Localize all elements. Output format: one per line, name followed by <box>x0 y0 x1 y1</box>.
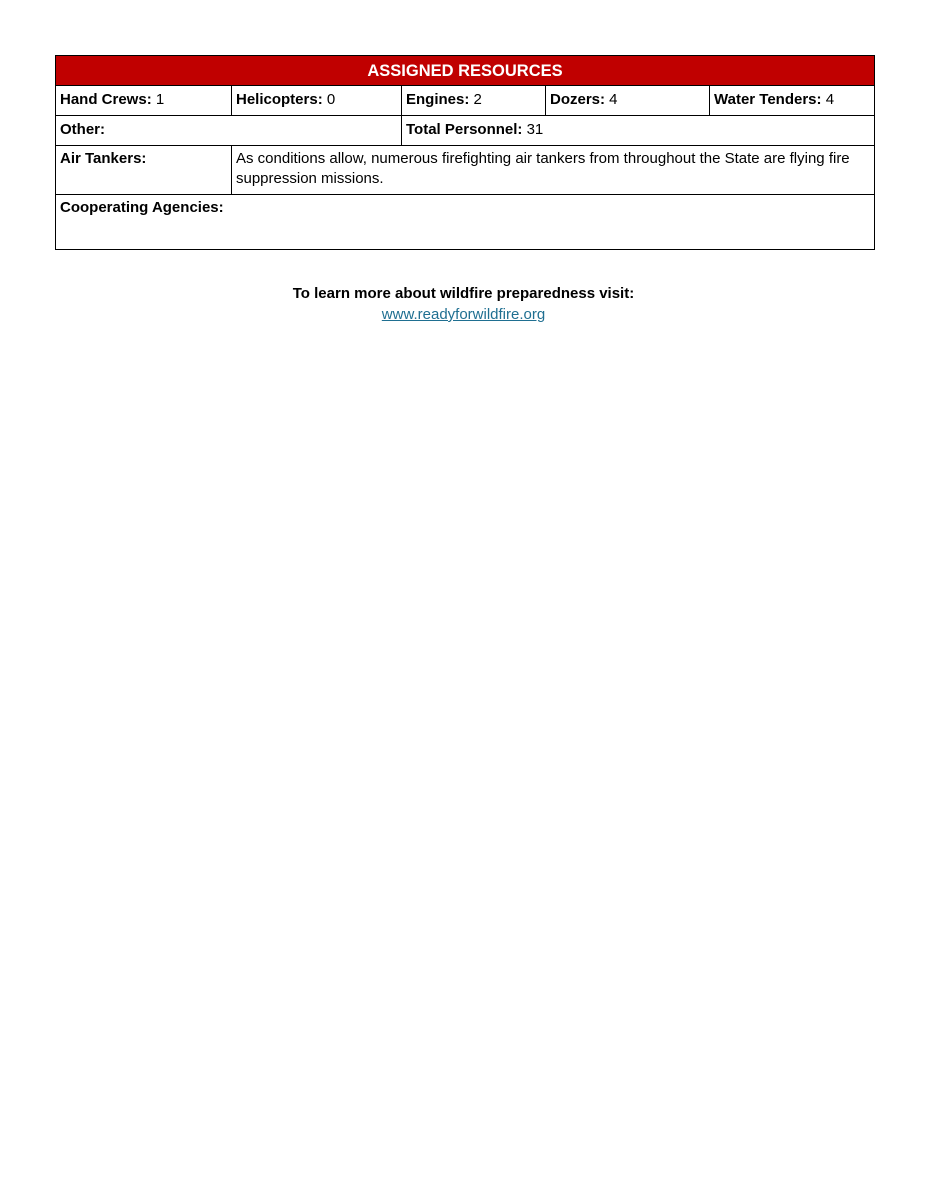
helicopters-label: Helicopters: <box>236 91 323 108</box>
water-tenders-label: Water Tenders: <box>714 91 822 108</box>
assigned-resources-table <box>55 55 875 250</box>
hand-crews-value: 1 <box>151 91 165 108</box>
cooperating-agencies-row <box>56 195 875 250</box>
air-tankers-label-cell <box>56 146 232 195</box>
hand-crews-cell <box>56 86 232 116</box>
helicopters-cell <box>232 86 402 116</box>
water-tenders-cell <box>710 86 875 116</box>
other-personnel-row <box>56 116 875 146</box>
table-header-row <box>56 56 875 86</box>
engines-label: Engines: <box>406 91 470 108</box>
total-personnel-cell <box>402 116 875 146</box>
total-personnel-label: Total Personnel: <box>406 121 523 138</box>
link-line <box>0 304 927 325</box>
water-tenders-value: 4 <box>821 91 835 108</box>
dozers-label: Dozers: <box>550 91 606 108</box>
engines-cell <box>402 86 546 116</box>
helicopters-value: 0 <box>322 91 336 108</box>
other-cell <box>56 116 402 146</box>
air-tankers-value-cell <box>232 146 875 195</box>
dozers-value: 4 <box>605 91 618 108</box>
cooperating-agencies-cell <box>56 195 875 250</box>
table-title: ASSIGNED RESOURCES <box>56 56 875 86</box>
other-label: Other: <box>60 121 105 138</box>
hand-crews-label: Hand Crews: <box>60 91 152 108</box>
learn-more-text: To learn more about wildfire preparedness visit: <box>292 285 635 302</box>
readyforwildfire-link[interactable]: www.readyforwildfire.org <box>381 306 546 323</box>
air-tankers-value: As conditions allow, numerous firefighting air tankers from throughout the State are flying fire suppression missions. <box>236 150 850 187</box>
engines-value: 2 <box>469 91 482 108</box>
air-tankers-label: Air Tankers: <box>60 150 147 167</box>
total-personnel-value: 31 <box>522 121 544 138</box>
cooperating-agencies-label: Cooperating Agencies: <box>60 199 224 216</box>
dozers-cell <box>546 86 710 116</box>
footer <box>0 283 927 325</box>
air-tankers-row <box>56 146 875 195</box>
resource-counts-row <box>56 86 875 116</box>
